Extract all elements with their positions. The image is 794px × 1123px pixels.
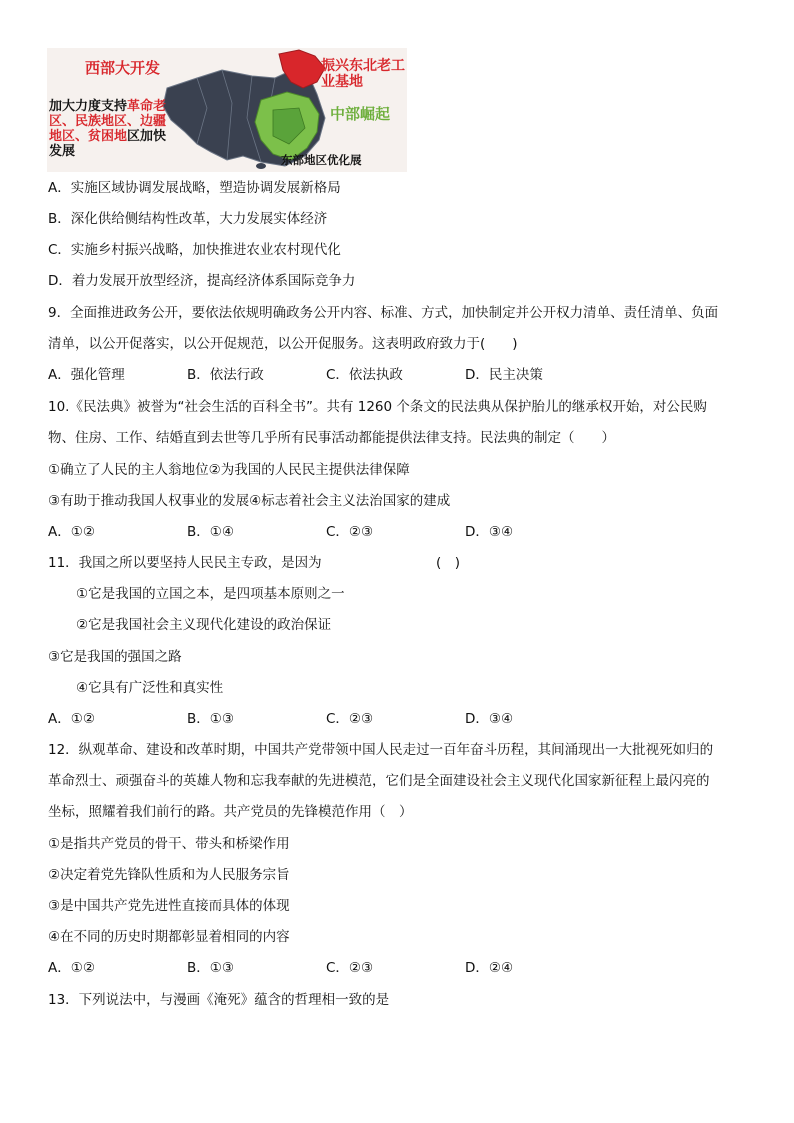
q9-option-b: B．依法行政 bbox=[187, 367, 264, 383]
support-label-suffix: 区加快发展 bbox=[49, 128, 167, 159]
q12-statement-1: ①是指共产党员的骨干、带头和桥梁作用 bbox=[48, 836, 290, 852]
q8-option-d: D．着力发展开放型经济，提高经济体系国际竞争力 bbox=[48, 273, 356, 289]
q12-stem-line2: 革命烈士、顽强奋斗的英雄人物和忘我奉献的先进模范，它们是全面建设社会主义现代化国家新征程上最闪亮的 bbox=[48, 773, 710, 789]
central-rise-label: 中部崛起 bbox=[330, 105, 391, 123]
q9-option-d: D．民主决策 bbox=[465, 367, 543, 383]
regional-development-map bbox=[47, 48, 407, 172]
q11-option-a: A．①② bbox=[48, 711, 95, 727]
q12-stem-line1: 12．纵观革命、建设和改革时期，中国共产党带领中国人民走过一百年奋斗历程，其间涌现出一大批视死如归的 bbox=[48, 742, 714, 758]
q12-option-a: A．①② bbox=[48, 960, 95, 976]
q11-statement-3: ③它是我国的强国之路 bbox=[48, 649, 182, 665]
northeast-label: 振兴东北老工业基地 bbox=[321, 58, 405, 91]
support-label-regions: 革命老区、民族地区、边疆地区、贫困地 bbox=[49, 99, 167, 144]
q11-stem: 11．我国之所以要坚持人民民主专政，是因为 bbox=[48, 555, 322, 571]
q8-option-a: A．实施区域协调发展战略，塑造协调发展新格局 bbox=[48, 180, 341, 196]
q11-option-b: B．①③ bbox=[187, 711, 234, 727]
q13-stem: 13．下列说法中，与漫画《淹死》蕴含的哲理相一致的是 bbox=[48, 992, 390, 1008]
q11-statement-1: ①它是我国的立国之本，是四项基本原则之一 bbox=[76, 586, 345, 602]
support-label-prefix: 加大力度支持 bbox=[49, 99, 128, 114]
q10-option-c: C．②③ bbox=[326, 524, 374, 540]
q9-stem-line2: 清单，以公开促落实，以公开促规范，以公开促服务。这表明政府致力于( ) bbox=[48, 336, 518, 352]
q10-statement-2: ③有助于推动我国人权事业的发展④标志着社会主义法治国家的建成 bbox=[48, 493, 451, 509]
q10-statement-1: ①确立了人民的主人翁地位②为我国的人民民主提供法律保障 bbox=[48, 462, 410, 478]
q10-stem-line1: 10.《民法典》被誉为“社会生活的百科全书”。共有 1260 个条文的民法典从保护胎儿的继承权开始，对公民购 bbox=[48, 399, 707, 415]
q11-option-c: C．②③ bbox=[326, 711, 374, 727]
q10-option-d: D．③④ bbox=[465, 524, 514, 540]
q9-stem-line1: 9．全面推进政务公开，要依法依规明确政务公开内容、标准、方式，加快制定并公开权力清单、责任清单、负面 bbox=[48, 305, 719, 321]
q8-option-b: B．深化供给侧结构性改革，大力发展实体经济 bbox=[48, 211, 328, 227]
q12-option-c: C．②③ bbox=[326, 960, 374, 976]
q12-stem-line3: 坐标，照耀着我们前行的路。共产党员的先锋模范作用（ ） bbox=[48, 804, 413, 820]
support-regions-label bbox=[49, 100, 171, 160]
q9-option-a: A．强化管理 bbox=[48, 367, 125, 383]
q11-statement-2: ②它是我国社会主义现代化建设的政治保证 bbox=[76, 617, 332, 633]
hainan-shape bbox=[256, 163, 266, 169]
q12-option-b: B．①③ bbox=[187, 960, 234, 976]
q10-option-b: B．①④ bbox=[187, 524, 234, 540]
q11-answer-paren: ( ) bbox=[436, 555, 461, 571]
q10-stem-line2: 物、住房、工作、结婚直到去世等几乎所有民事活动都能提供法律支持。民法典的制定（ ） bbox=[48, 430, 615, 446]
q11-option-d: D．③④ bbox=[465, 711, 514, 727]
q12-statement-3: ③是中国共产党先进性直接而具体的体现 bbox=[48, 898, 290, 914]
q12-statement-2: ②决定着党先锋队性质和为人民服务宗旨 bbox=[48, 867, 290, 883]
q8-option-c: C．实施乡村振兴战略，加快推进农业农村现代化 bbox=[48, 242, 341, 258]
q10-option-a: A．①② bbox=[48, 524, 95, 540]
east-optimize-label: 东部地区优化展 bbox=[281, 153, 362, 167]
west-development-label: 西部大开发 bbox=[85, 59, 161, 77]
q11-statement-4: ④它具有广泛性和真实性 bbox=[76, 680, 224, 696]
q9-option-c: C．依法执政 bbox=[326, 367, 403, 383]
q12-option-d: D．②④ bbox=[465, 960, 514, 976]
q12-statement-4: ④在不同的历史时期都彰显着相同的内容 bbox=[48, 929, 290, 945]
